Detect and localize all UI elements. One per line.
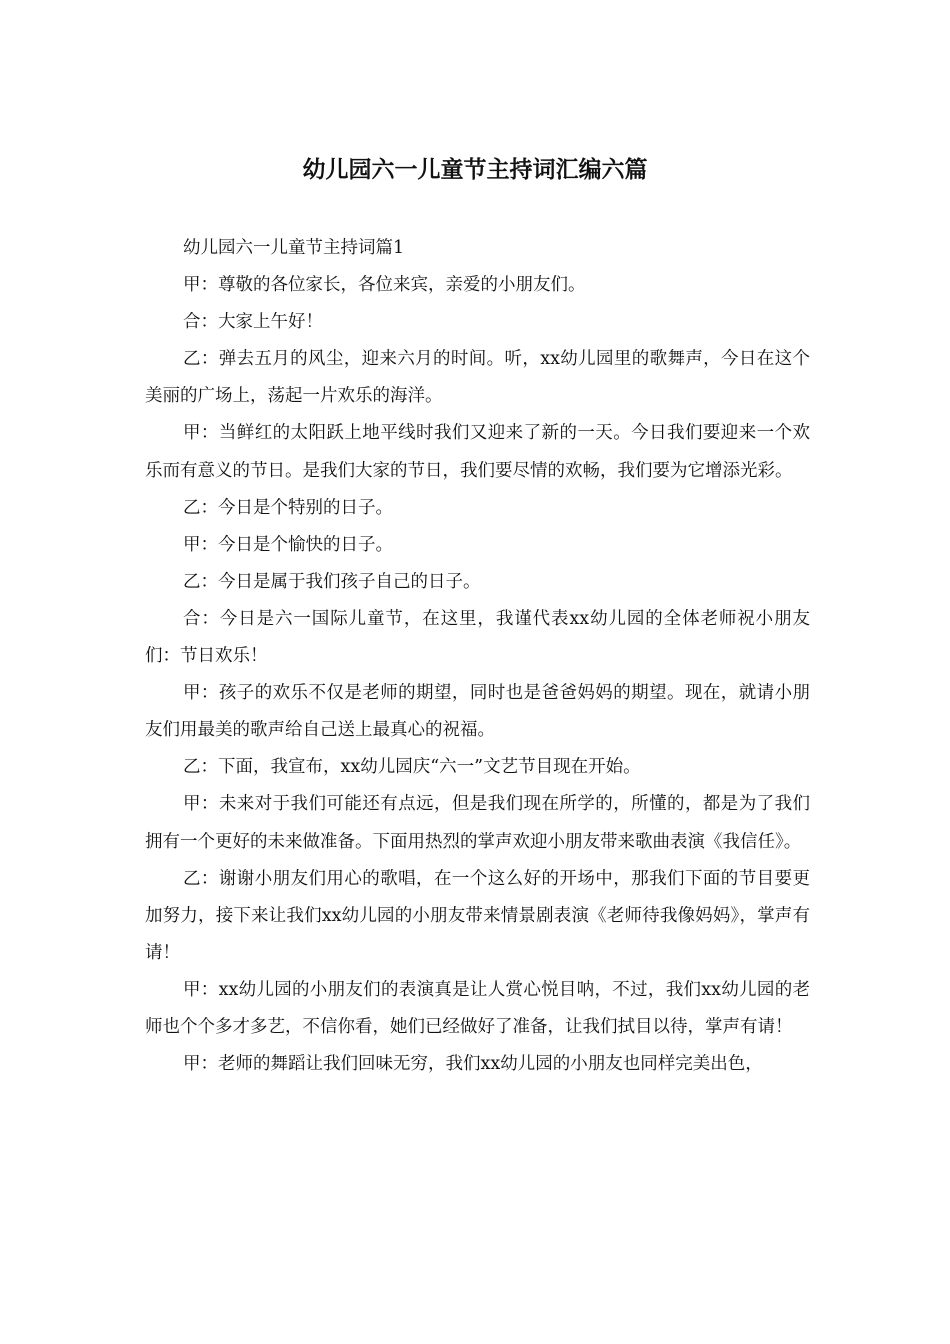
paragraph: 乙：今日是个特别的日子。 [183,497,393,518]
document-title: 幼儿园六一儿童节主持词汇编六篇 [302,157,648,183]
paragraph: 甲：尊敬的各位家长，各位来宾，亲爱的小朋友们。 [183,275,586,296]
paragraph: 甲：今日是个愉快的日子。 [183,534,393,555]
section-heading: 幼儿园六一儿童节主持词篇1 [183,238,405,258]
paragraph: 乙：谢谢小朋友们用心的歌唱，在一个这么好的开场中，那我们下面的节目要更加努力，接下来让我们xx幼儿园的小朋友带来情景剧表演《老师待我像妈妈》，掌声有请！ [145,868,810,963]
paragraph: 合：今日是六一国际儿童节，在这里，我谨代表xx幼儿园的全体老师祝小朋友们：节日欢乐！ [145,608,810,667]
paragraph: 甲：未来对于我们可能还有点远，但是我们现在所学的，所懂的，都是为了我们拥有一个更好的未来做准备。下面用热烈的掌声欢迎小朋友带来歌曲表演《我信任》。 [145,794,810,852]
paragraph: 乙：弹去五月的风尘，迎来六月的时间。听，xx幼儿园里的歌舞声，今日在这个美丽的广场上，荡起一片欢乐的海洋。 [145,349,810,407]
paragraph: 甲：当鲜红的太阳跃上地平线时我们又迎来了新的一天。今日我们要迎来一个欢乐而有意义的节日。是我们大家的节日，我们要尽情的欢畅，我们要为它增添光彩。 [145,423,810,481]
paragraph: 合：大家上午好！ [183,312,323,333]
paragraph: 甲：孩子的欢乐不仅是老师的期望，同时也是爸爸妈妈的期望。现在，就请小朋友们用最美的歌声给自己送上最真心的祝福。 [145,683,810,741]
document-body [145,230,810,1083]
paragraph: 甲：xx幼儿园的小朋友们的表演真是让人赏心悦目呐，不过，我们xx幼儿园的老师也个个多才多艺，不信你看，她们已经做好了准备，让我们拭目以待，掌声有请！ [145,979,810,1037]
paragraph: 乙：下面，我宣布，xx幼儿园庆“六一”文艺节目现在开始。 [183,757,641,778]
paragraph: 乙：今日是属于我们孩子自己的日子。 [183,571,481,592]
paragraph: 甲：老师的舞蹈让我们回味无穷，我们xx幼儿园的小朋友也同样完美出色， [183,1054,763,1075]
